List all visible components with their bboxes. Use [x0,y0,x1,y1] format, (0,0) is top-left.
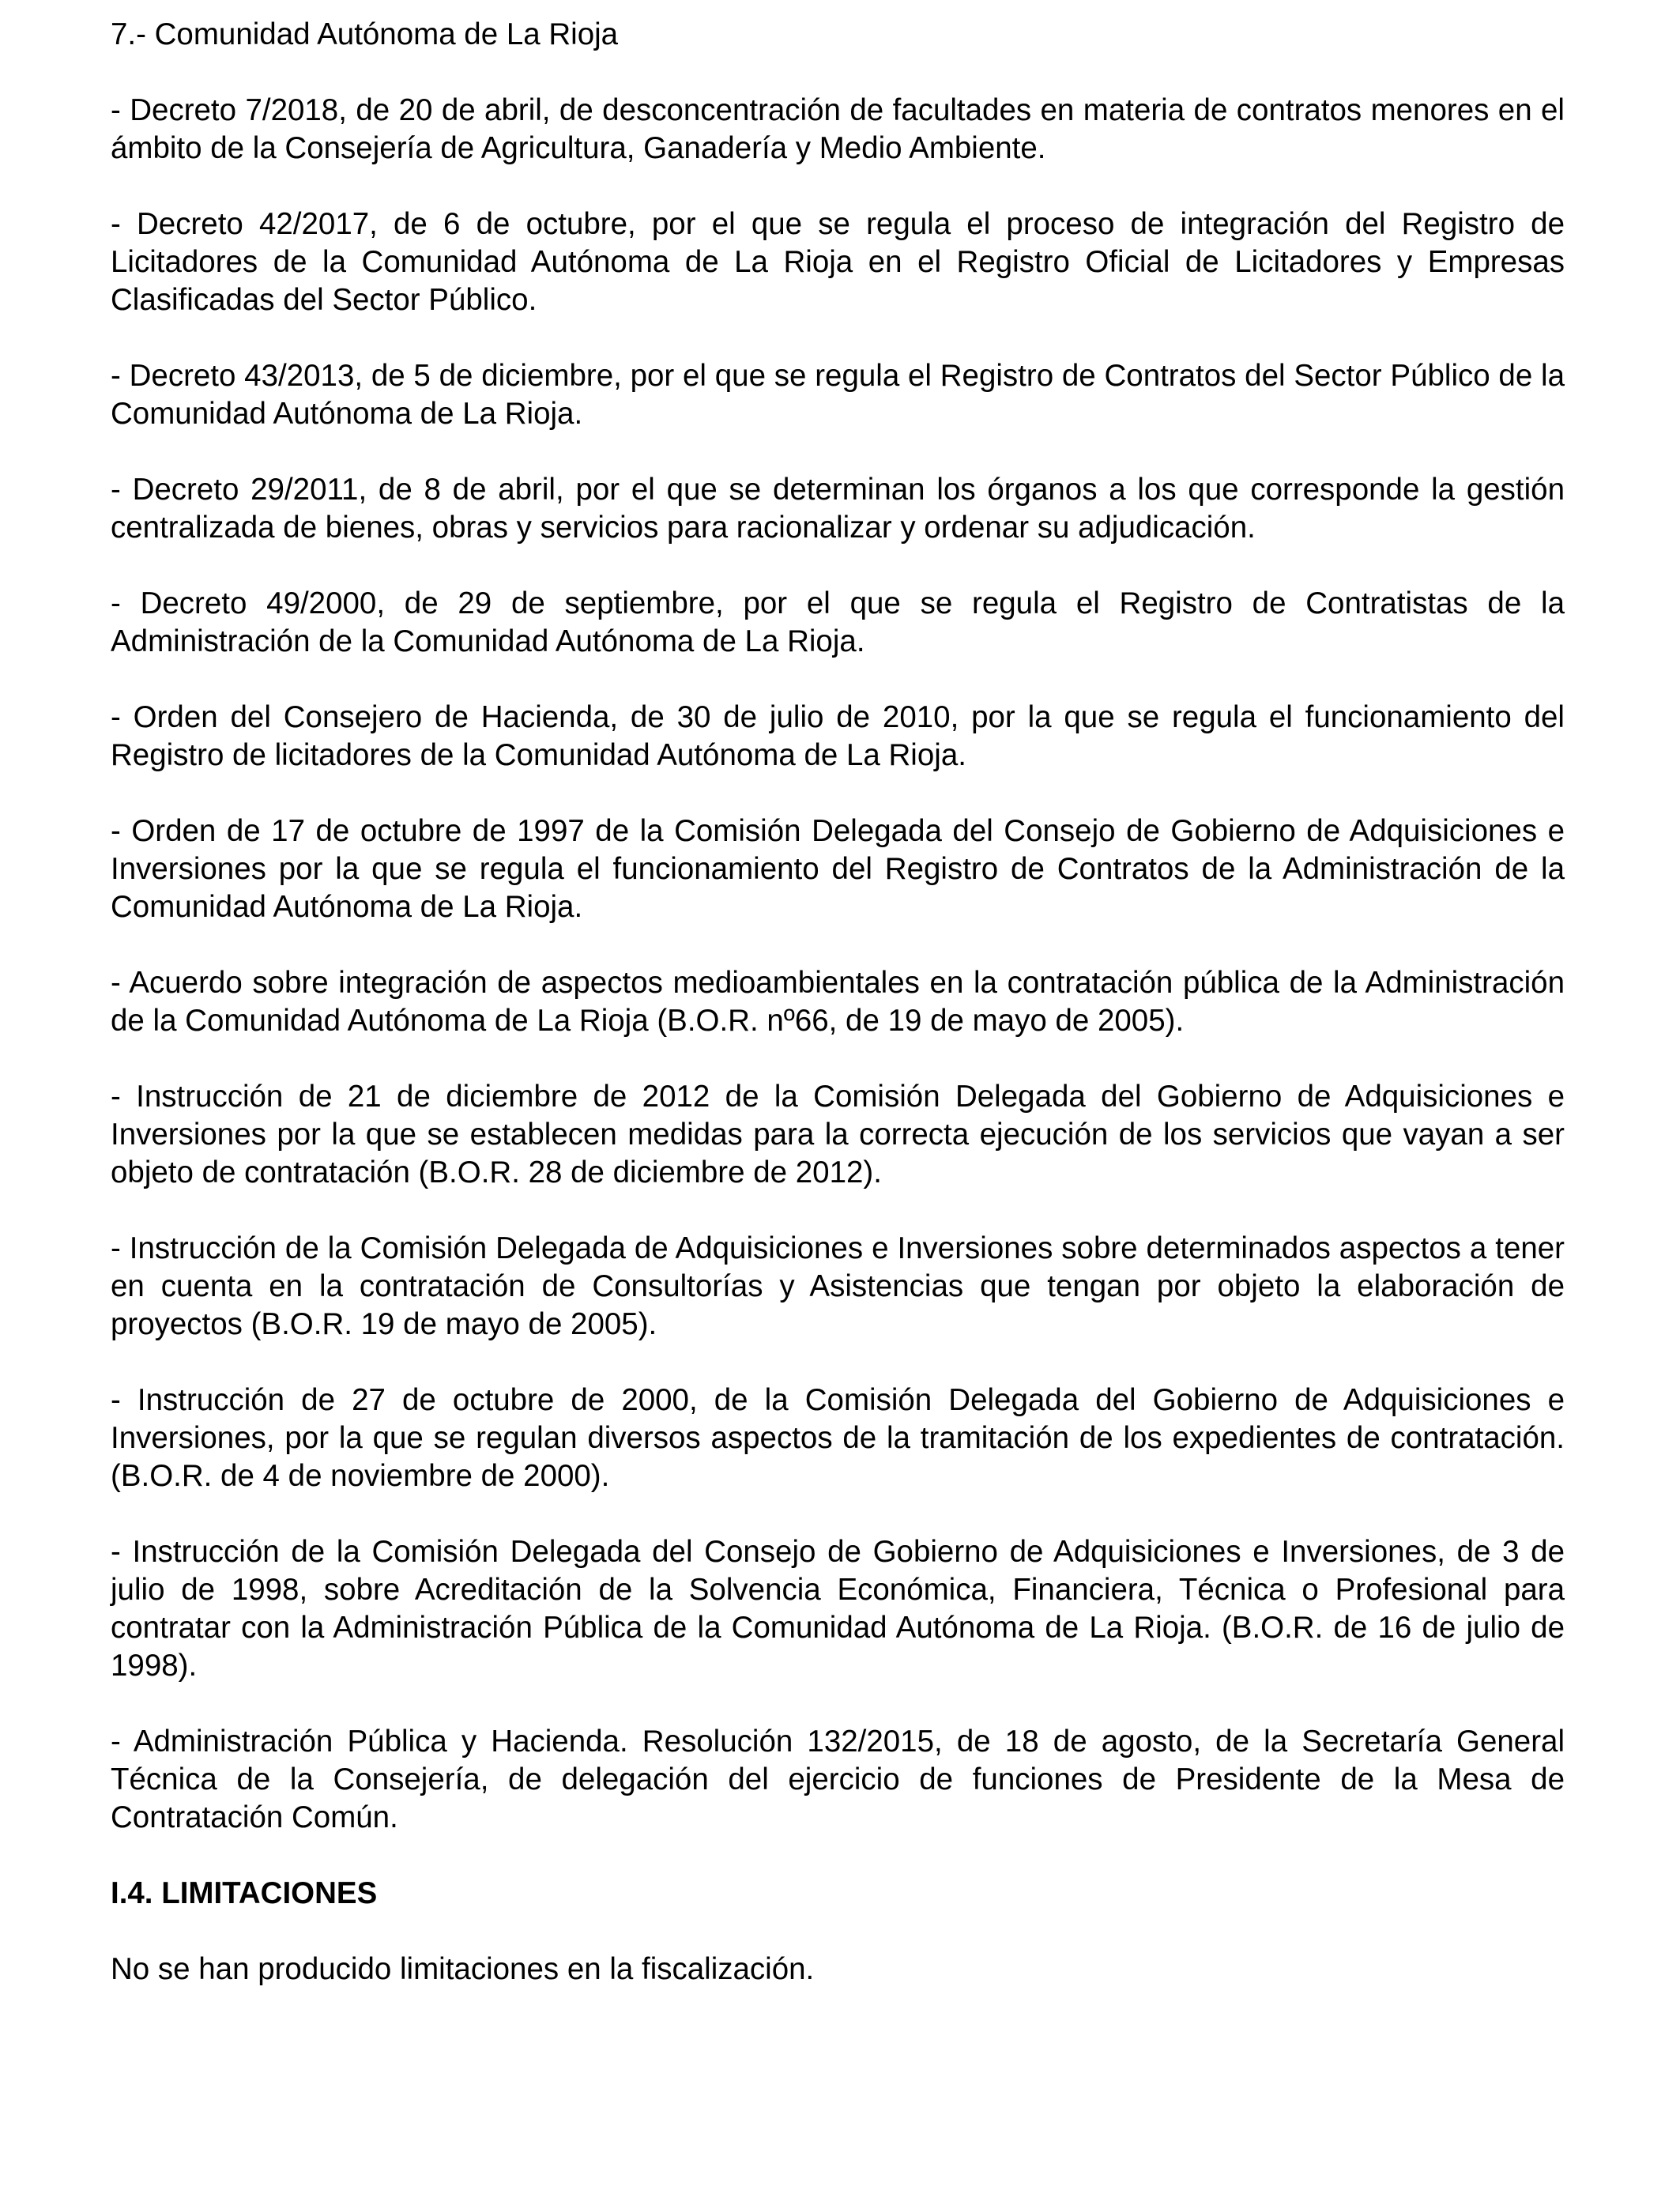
document-page [111,16,1565,1989]
section-title: 7.- Comunidad Autónoma de La Rioja [111,17,619,51]
paragraph-decreto-43-2013: - Decreto 43/2013, de 5 de diciembre, por el que se regula el Registro de Contratos del Sector Público de la Comunidad Autónoma de La Rioja. [111,359,1565,431]
paragraph-decreto-49-2000: - Decreto 49/2000, de 29 de septiembre, por el que se regula el Registro de Contratistas de la Administración de la Comunidad Autónoma de La Rioja. [111,586,1565,658]
closing-text: No se han producido limitaciones en la fiscalización. [111,1952,815,1986]
paragraph-instruccion-2012: - Instrucción de 21 de diciembre de 2012 de la Comisión Delegada del Gobierno de Adquisiciones e Inversiones por la que se establecen medidas para la correcta ejecución de los servicios que vayan a ser objeto de contratación (B.O.R. 28 de diciembre de 2012). [111,1080,1565,1189]
paragraph-acuerdo-medioambientales: - Acuerdo sobre integración de aspectos medioambientales en la contratación pública de la Administración de la Comunidad Autónoma de La Rioja (B.O.R. nº66, de 19 de mayo de 2005). [111,966,1565,1038]
paragraph-instruccion-2000: - Instrucción de 27 de octubre de 2000, de la Comisión Delegada del Gobierno de Adquisiciones e Inversiones, por la que se regulan diversos aspectos de la tramitación de los expedientes de contratación. (B.O.R. de 4 de noviembre de 2000). [111,1383,1565,1493]
paragraph-decreto-29-2011: - Decreto 29/2011, de 8 de abril, por el que se determinan los órganos a los que corresponde la gestión centralizada de bienes, obras y servicios para racionalizar y ordenar su adjudicación. [111,473,1565,545]
paragraph-decreto-7-2018: - Decreto 7/2018, de 20 de abril, de desconcentración de facultades en materia de contratos menores en el ámbito de la Consejería de Agricultura, Ganadería y Medio Ambiente. [111,93,1565,165]
paragraph-decreto-42-2017: - Decreto 42/2017, de 6 de octubre, por el que se regula el proceso de integración del Registro de Licitadores de la Comunidad Autónoma de La Rioja en el Registro Oficial de Licitadores y Empresas Clasificadas del Sector Público. [111,207,1565,317]
paragraph-instruccion-1998: - Instrucción de la Comisión Delegada del Consejo de Gobierno de Adquisiciones e Inversiones, de 3 de julio de 1998, sobre Acreditación de la Solvencia Económica, Financiera, Técnica o Profesional para contratar con la Administración Pública de la Comunidad Autónoma de La Rioja. (B.O.R. de 16 de julio de 1998). [111,1535,1565,1683]
section-heading-limitaciones: I.4. LIMITACIONES [111,1876,378,1910]
paragraph-resolucion-132-2015: - Administración Pública y Hacienda. Resolución 132/2015, de 18 de agosto, de la Secretaría General Técnica de la Consejería, de delegación del ejercicio de funciones de Presidente de la Mesa de Contratación Común. [111,1725,1565,1834]
paragraph-instruccion-consultorias: - Instrucción de la Comisión Delegada de Adquisiciones e Inversiones sobre determinados aspectos a tener en cuenta en la contratación de Consultorías y Asistencias que tengan por objeto la elaboración de proyectos (B.O.R. 19 de mayo de 2005). [111,1231,1565,1341]
paragraph-orden-1997: - Orden de 17 de octubre de 1997 de la Comisión Delegada del Consejo de Gobierno de Adquisiciones e Inversiones por la que se regula el funcionamiento del Registro de Contratos de la Administración de la Comunidad Autónoma de La Rioja. [111,814,1565,924]
paragraph-orden-2010: - Orden del Consejero de Hacienda, de 30 de julio de 2010, por la que se regula el funcionamiento del Registro de licitadores de la Comunidad Autónoma de La Rioja. [111,700,1565,772]
